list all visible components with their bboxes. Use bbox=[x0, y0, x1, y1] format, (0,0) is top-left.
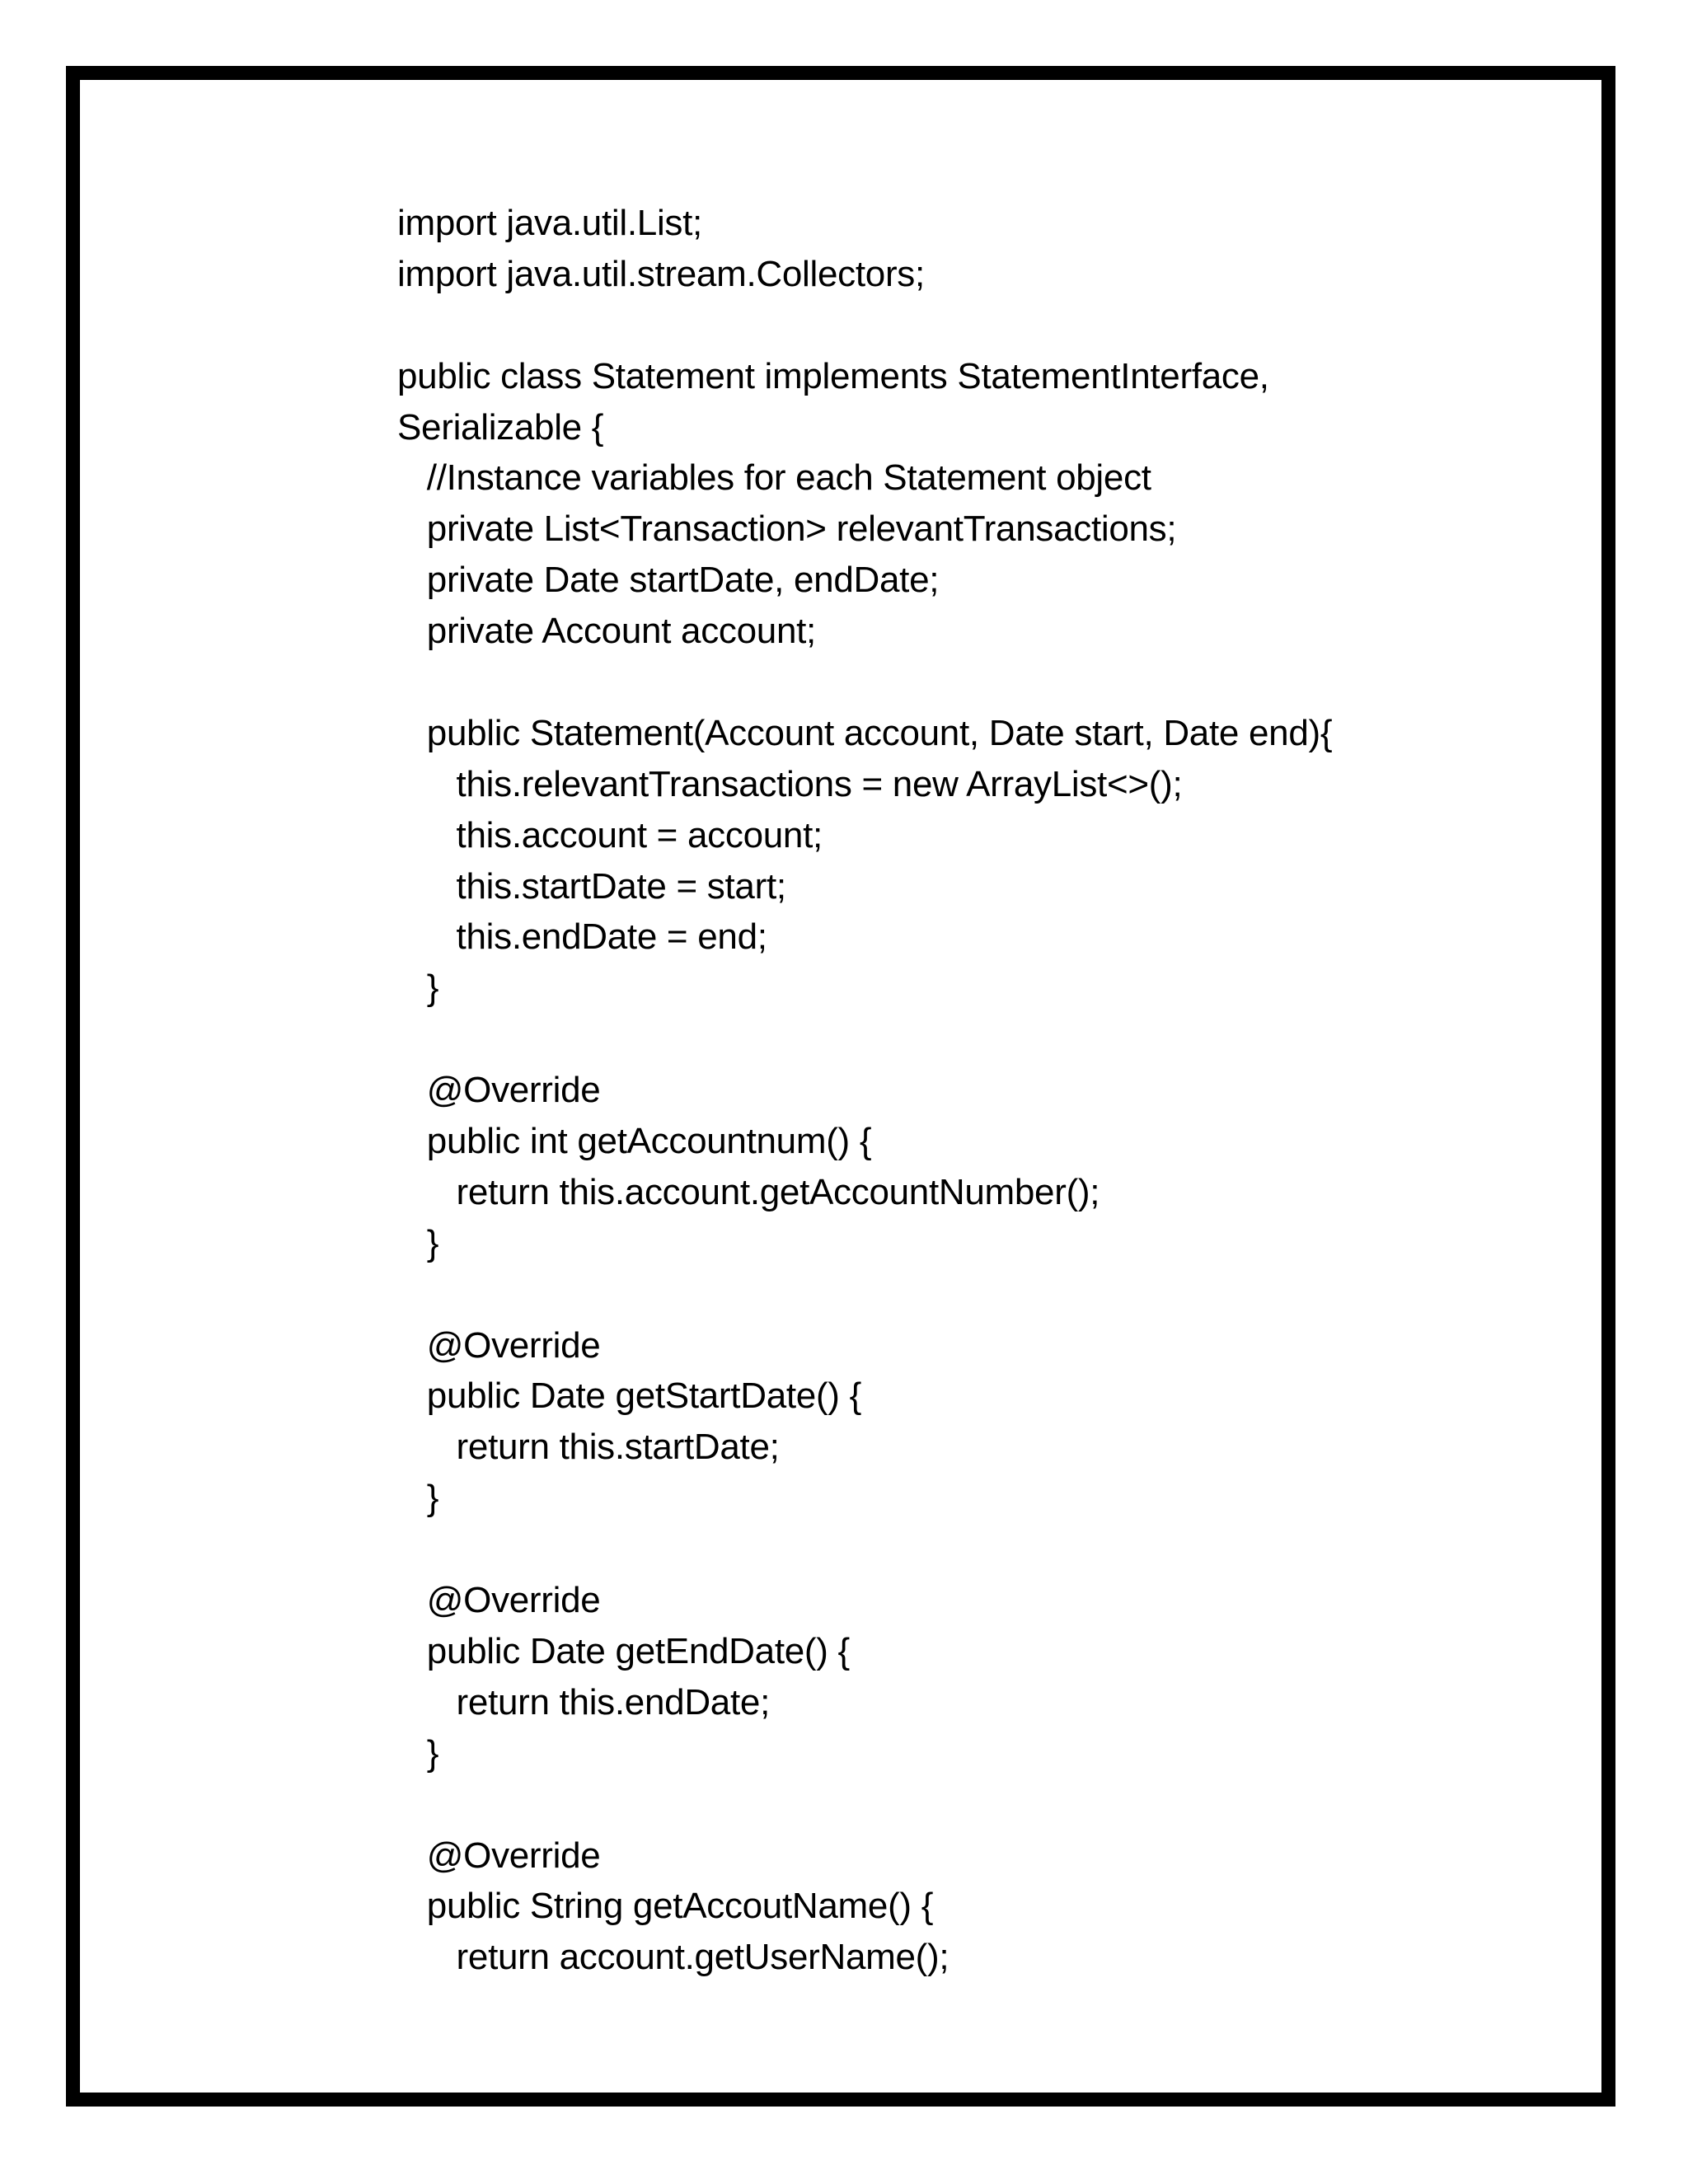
code-line: } bbox=[397, 1732, 439, 1774]
code-line: return this.endDate; bbox=[397, 1681, 770, 1722]
code-line bbox=[397, 300, 1584, 351]
code-line bbox=[397, 1014, 1584, 1065]
code-line: return this.startDate; bbox=[397, 1427, 780, 1468]
code-listing bbox=[397, 198, 1584, 1983]
code-line: public int getAccountnum() { bbox=[397, 1121, 872, 1162]
code-line: @Override bbox=[397, 1835, 601, 1876]
code-line: } bbox=[397, 1478, 439, 1519]
code-line: public String getAccoutName() { bbox=[397, 1886, 934, 1927]
code-line: public Date getStartDate() { bbox=[397, 1376, 861, 1417]
code-line: import java.util.stream.Collectors; bbox=[397, 253, 925, 294]
code-line: public class Statement implements StatementInterface, bbox=[397, 355, 1269, 396]
code-line bbox=[397, 1779, 1584, 1830]
code-line: private List<Transaction> relevantTransactions; bbox=[397, 509, 1177, 550]
code-line: return this.account.getAccountNumber(); bbox=[397, 1171, 1100, 1212]
code-line: } bbox=[397, 1222, 439, 1263]
code-line: //Instance variables for each Statement object bbox=[397, 457, 1151, 499]
code-line: } bbox=[397, 968, 439, 1009]
code-line: Serializable { bbox=[397, 406, 604, 448]
code-line bbox=[397, 1524, 1584, 1575]
code-line: return account.getUserName(); bbox=[397, 1937, 950, 1978]
code-line: public Date getEndDate() { bbox=[397, 1630, 850, 1671]
code-line bbox=[397, 1269, 1584, 1320]
code-line: @Override bbox=[397, 1324, 601, 1366]
code-line: this.relevantTransactions = new ArrayList<>(); bbox=[397, 763, 1183, 804]
code-line: this.startDate = start; bbox=[397, 865, 786, 907]
code-line bbox=[397, 657, 1584, 708]
code-line: import java.util.List; bbox=[397, 203, 702, 243]
code-line: public Statement(Account account, Date start, Date end){ bbox=[397, 712, 1333, 753]
code-line: private Date startDate, endDate; bbox=[397, 560, 940, 601]
code-line: private Account account; bbox=[397, 611, 816, 652]
code-line: @Override bbox=[397, 1580, 601, 1621]
code-line: @Override bbox=[397, 1070, 601, 1111]
code-line: this.account = account; bbox=[397, 814, 823, 855]
code-line: this.endDate = end; bbox=[397, 916, 767, 958]
